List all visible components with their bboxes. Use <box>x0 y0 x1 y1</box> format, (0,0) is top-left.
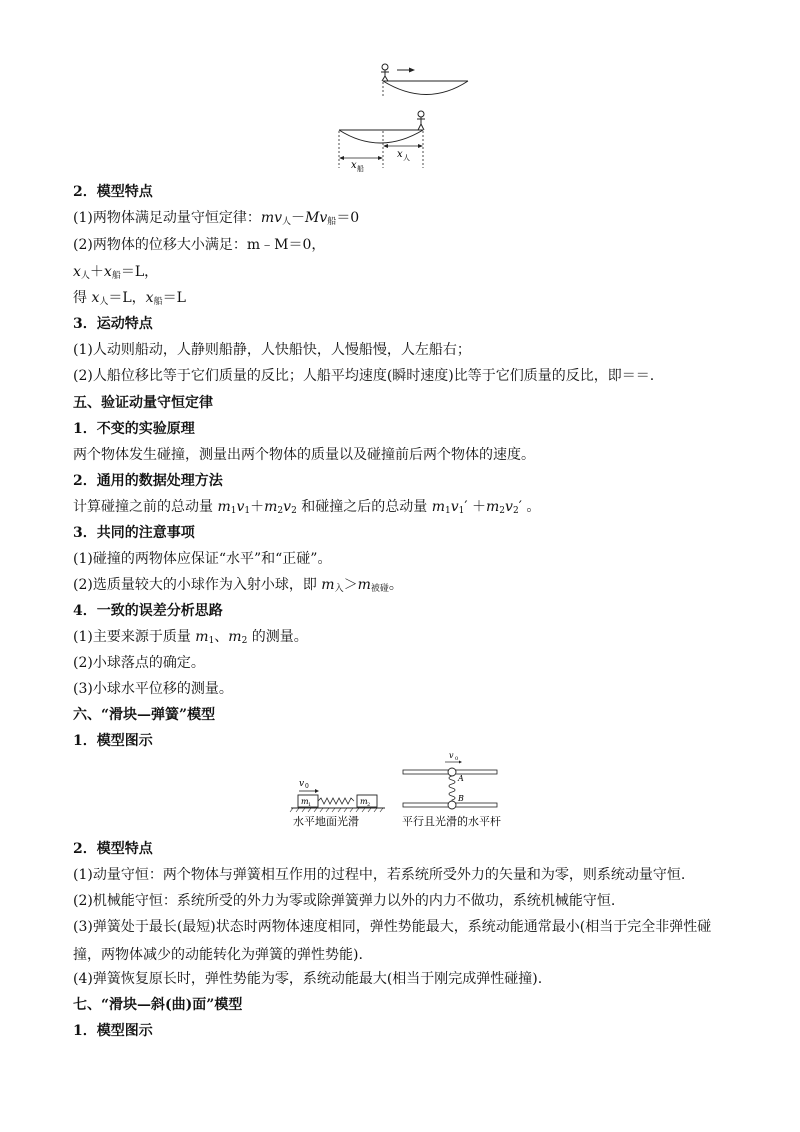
s5-4-point-3: (3)小球水平位移的测量。 <box>73 681 233 697</box>
m2-label: m <box>360 797 368 806</box>
svg-text:2: 2 <box>367 802 371 808</box>
s5-1-text: 两个物体发生碰撞，测量出两个物体的质量以及碰撞前后两个物体的速度。 <box>73 447 535 463</box>
svg-text:v: v <box>299 779 305 789</box>
boat-person-figure <box>305 58 485 178</box>
s5-4-heading: 4．一致的误差分析思路 <box>73 603 223 619</box>
model-features-heading: 2．模型特点 <box>73 184 153 200</box>
svg-text:0: 0 <box>305 783 309 790</box>
motion-point-2: (2)人船位移比等于它们质量的反比；人船平均速度(瞬时速度)比等于它们质量的反比，即＝＝. <box>73 368 655 384</box>
s5-3-point-2: (2)选质量较大的小球作为入射小球，即 $m_入>m_{被碰}$。 <box>73 577 403 594</box>
person-icon <box>381 64 389 81</box>
slider-spring-figure <box>285 748 515 830</box>
x-person-label: x <box>397 149 403 160</box>
b-label: B <box>458 794 464 803</box>
arrow-right-icon <box>397 68 415 73</box>
sum-equation: $x_人+x_船=L$， <box>73 264 159 281</box>
motion-point-1: (1)人动则船动，人静则船静，人快船快，人慢船慢，人左船右； <box>73 342 471 358</box>
s6-2-point-4: (4)弹簧恢复原长时，弹性势能为零，系统动能最大(相当于刚完成弹性碰撞). <box>73 971 543 987</box>
section-5-title: 五、验证动量守恒定律 <box>73 395 213 411</box>
a-label: A <box>458 774 464 783</box>
s6-2-point-2: (2)机械能守恒：系统所受的外力为零或除弹簧弹力以外的内力不做功，系统机械能守恒. <box>73 893 616 909</box>
s6-2-point-3: (3)弹簧处于最长(最短)状态时两物体速度相同，弹性势能最大，系统动能通常最小(相当于完全非弹性碰撞，两物体减少的动能转化为弹簧的弹性势能). <box>73 919 712 963</box>
motion-heading: 3．运动特点 <box>73 316 153 332</box>
s6-1-heading: 1．模型图示 <box>73 733 153 749</box>
result-equation: 得 $x_人=L$，$x_船=L$ <box>73 290 186 307</box>
section-7-title: 七、“滑块—斜(曲)面”模型 <box>73 997 243 1013</box>
s5-4-point-1: (1)主要来源于质量 $m_1$、$m_2$ 的测量。 <box>73 629 308 646</box>
section-6-title: 六、“滑块—弹簧”模型 <box>73 707 216 723</box>
left-caption: 水平地面光滑 <box>293 815 359 828</box>
svg-text:0: 0 <box>455 756 459 762</box>
s7-1-heading: 1．模型图示 <box>73 1023 153 1039</box>
x-boat-sub: 船 <box>357 165 364 173</box>
momentum-equation: (1)两物体满足动量守恒定律：$mv_人-Mv_船=0$ <box>73 210 360 227</box>
person-icon <box>417 111 425 130</box>
s5-3-heading: 3．共同的注意事项 <box>73 525 195 541</box>
s5-1-heading: 1．不变的实验原理 <box>73 421 195 437</box>
s5-3-point-1: (1)碰撞的两物体应保证“水平”和“正碰”。 <box>73 551 332 567</box>
upper-boat <box>383 81 468 95</box>
displacement-equation: (2)两物体的位移大小满足：m﹣M＝0， <box>73 237 326 253</box>
svg-text:1: 1 <box>308 802 312 808</box>
svg-text:v: v <box>449 751 454 760</box>
s5-2-heading: 2．通用的数据处理方法 <box>73 473 223 489</box>
right-caption: 平行且光滑的水平杆 <box>402 815 501 828</box>
s6-2-heading: 2．模型特点 <box>73 841 153 857</box>
parallel-rods-diagram <box>402 751 501 828</box>
s5-2-text: 计算碰撞之前的总动量 $m_1v_1+m_2v_2$ 和碰撞之后的总动量 $m_1v_1' +m_2v_2'$ 。 <box>73 499 541 516</box>
x-person-sub: 人 <box>403 154 410 162</box>
x-boat-label: x <box>351 160 357 171</box>
m1-label: m <box>301 797 309 806</box>
s5-4-point-2: (2)小球落点的确定。 <box>73 655 205 671</box>
s6-2-point-1: (1)动量守恒：两个物体与弹簧相互作用的过程中，若系统所受外力的矢量和为零，则系统动量守恒. <box>73 867 686 883</box>
horizontal-ground-diagram <box>290 779 385 828</box>
lower-boat <box>339 130 423 143</box>
